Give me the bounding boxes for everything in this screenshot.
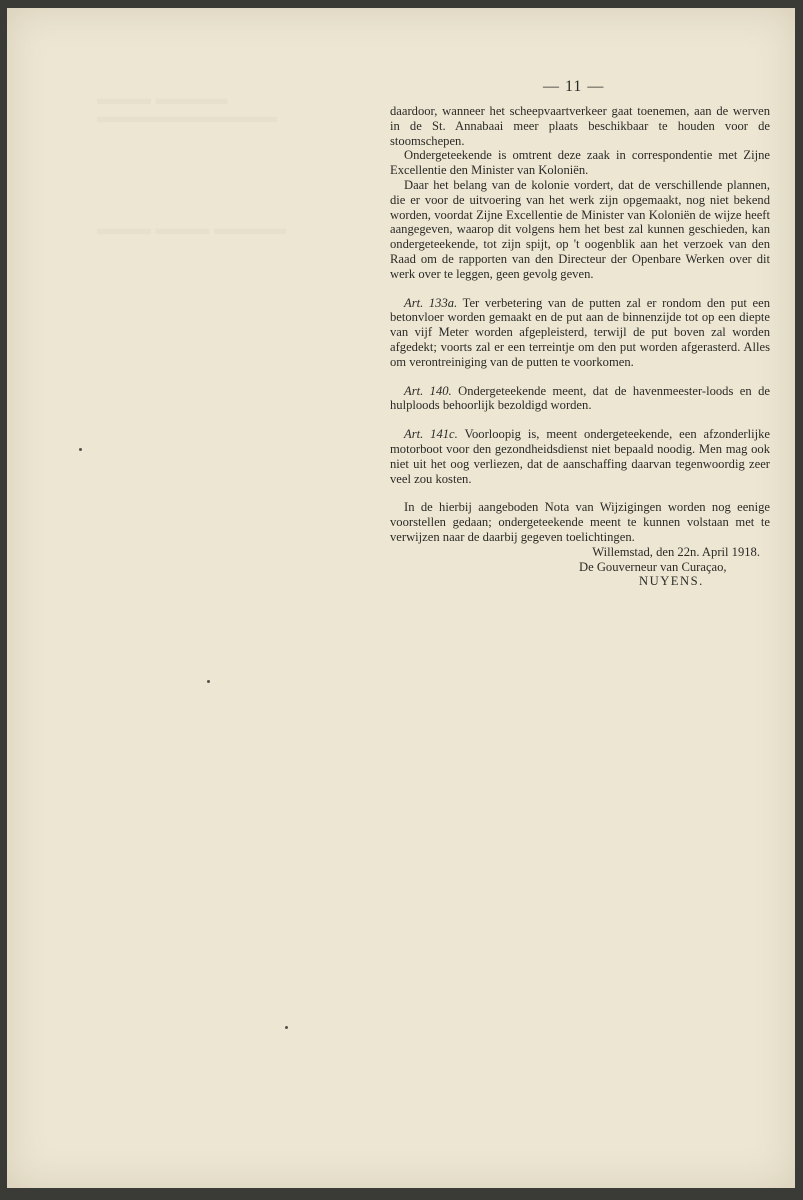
- article-text: Ondergeteekende meent, dat de havenmeester-loods en de hulploods behoorlijk bezoldigd worden.: [390, 383, 771, 413]
- document-page: [7, 8, 795, 1188]
- body-text-column: [390, 104, 770, 589]
- paper-speck: [285, 1026, 288, 1029]
- bleed-through-mark: ▬▬▬▬▬▬▬▬▬▬: [97, 106, 277, 126]
- intro-paragraph: daardoor, wanneer het scheepvaartverkeer gaat toenemen, aan de werven in de St. Annabaai meer plaats beschikbaar te houden voor de stoomschepen.: [390, 104, 770, 148]
- article-paragraph: [390, 427, 770, 486]
- article-paragraph: [390, 384, 770, 414]
- paper-speck: [79, 448, 82, 451]
- article-label: Art. 141c.: [404, 427, 458, 442]
- bleed-through-mark: ▬▬▬ ▬▬▬▬: [97, 88, 228, 108]
- article-paragraph: [390, 296, 770, 370]
- closing-paragraph: In de hierbij aangeboden Nota van Wijzigingen worden nog eenige voorstellen gedaan; ondergeteekende meent te kunnen volstaan met te verwijzen naar de daarbij gegeven toelichtingen.: [390, 500, 770, 544]
- page-number: — 11 —: [543, 78, 605, 95]
- article-label: Art. 133a.: [404, 295, 458, 310]
- article-text: Voorloopig is, meent ondergeteekende, een afzonderlijke motorboot voor den gezondheidsdienst niet bepaald noodig. Men mag ook niet uit het oog verliezen, dat de aanschaffing daarvan tegenwoordig zeer veel zou kosten.: [390, 427, 770, 486]
- signature-place-date: Willemstad, den 22n. April 1918.: [592, 544, 760, 559]
- bleed-through-mark: ▬▬▬ ▬▬▬ ▬▬▬▬: [97, 218, 286, 238]
- signature-title: De Gouverneur van Curaçao,: [579, 559, 727, 574]
- article-text: Ter verbetering van de putten zal er rondom den put een betonvloer worden gemaakt en de put aan de binnenzijde tot op een diepte van vijf Meter worden afgepleisterd, terwijl de put boven zal worden afgedekt; voorts zal er een terreintje om den put worden afgerasterd. Alles om verontreiniging van de putten te voorkomen.: [390, 295, 770, 369]
- intro-paragraph: Daar het belang van de kolonie vordert, dat de verschillende plannen, die er voor de uitvoering van het werk zijn opgemaakt, nog niet bekend worden, voordat Zijne Excellentie de Minister van Koloniën de wijze heeft aangegeven, waarop dit volgens hem het best zal kunnen geschieden, kan ondergeteekende, tot zijn spijt, op 't oogenblik aan het verzoek van den Raad om de rapporten van den Directeur der Openbare Werken over dit werk over te leggen, geen gevolg geven.: [390, 177, 770, 281]
- article-label: Art. 140.: [404, 383, 452, 398]
- intro-paragraph: Ondergeteekende is omtrent deze zaak in correspondentie met Zijne Excellentie den Minister van Koloniën.: [390, 148, 770, 178]
- paper-speck: [207, 680, 210, 683]
- signature-name: NUYENS.: [639, 574, 704, 589]
